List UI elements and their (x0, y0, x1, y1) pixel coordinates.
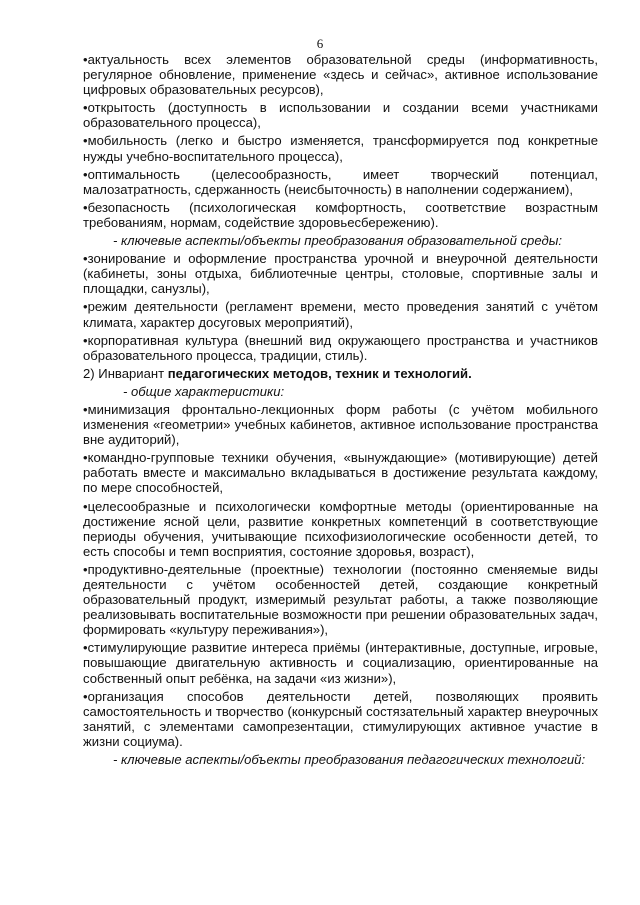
bullet-paragraph: • безопасность (психологическая комфортность, соответствие возрастным требованиям, нормам, содействие здоровьесбережению). (83, 200, 598, 230)
bullet-paragraph: • оптимальность (целесообразность, имеет творческий потенциал, малозатратность, сдержанность (неисбыточность) в наполнении содержанием), (83, 167, 598, 197)
bullet-paragraph: • зонирование и оформление пространства урочной и внеурочной деятельности (кабинеты, зоны отдыха, библиотечные центры, столовые, спортивные залы и площадки, санузлы), (83, 251, 598, 296)
document-body (83, 52, 598, 770)
italic-subheading: - ключевые аспекты/объекты преобразования педагогических технологий: (113, 752, 586, 768)
bullet-paragraph: • организация способов деятельности детей, позволяющих проявить самостоятельность и творчество (конкурсный состязательный характер внеурочных занятий, с элементами самопрезентации, стимулирующих активное участие в жизни социума). (83, 689, 598, 749)
section-heading: 2) Инвариант педагогических методов, техник и технологий. (83, 365, 472, 381)
bullet-paragraph: • открытость (доступность в использовании и создании всеми участниками образовательного процесса), (83, 100, 598, 130)
bullet-paragraph: • целесообразные и психологически комфортные методы (ориентированные на достижение ясной цели, развитие конкретных компетенций в соответствующие периоды обучения, учитывающие психофизиологические особенности детей, то есть способы и темп восприятия, состояние здоровья, возраст), (83, 499, 598, 559)
section-heading-bold: педагогических методов, техник и технологий. (167, 365, 472, 381)
bullet-paragraph: • продуктивно-деятельные (проектные) технологии (постоянно сменяемые виды деятельности с учётом особенностей детей, создающие конкретный образовательный продукт, измеримый результат работы, а также позволяющие реализовывать воспитательные возможности при решении образовательных задач, формировать «культуру переживания»), (83, 562, 598, 637)
italic-subheading: - общие характеристики: (123, 383, 285, 399)
bullet-paragraph: • корпоративная культура (внешний вид окружающего пространства и участников образовательного процесса, традиции, стиль). (83, 333, 598, 363)
italic-subheading: - ключевые аспекты/объекты преобразования образовательной среды: (113, 233, 562, 249)
page-number: 6 (316, 36, 324, 51)
bullet-paragraph: • мобильность (легко и быстро изменяется, трансформируется под конкретные нужды учебно-воспитательного процесса), (83, 133, 598, 163)
bullet-paragraph: • актуальность всех элементов образовательной среды (информативность, регулярное обновление, применение «здесь и сейчас», активное использование цифровых образовательных ресурсов), (83, 52, 598, 97)
bullet-paragraph: • командно-групповые техники обучения, «вынуждающие» (мотивирующие) детей работать вместе и максимально вкладываться в достижение результата каждому, по мере способностей, (83, 450, 598, 495)
bullet-paragraph: • стимулирующие развитие интереса приёмы (интерактивные, доступные, игровые, повышающие двигательную активность и социализацию, ориентированные на собственный опыт ребёнка, на задачи «из жизни»), (83, 640, 598, 685)
bullet-paragraph: • минимизация фронтально-лекционных форм работы (с учётом мобильного изменения «геометрии» учебных кабинетов, активное использование пространства вне аудиторий), (83, 402, 598, 447)
bullet-paragraph: • режим деятельности (регламент времени, место проведения занятий с учётом климата, характер досуговых мероприятий), (83, 299, 598, 329)
